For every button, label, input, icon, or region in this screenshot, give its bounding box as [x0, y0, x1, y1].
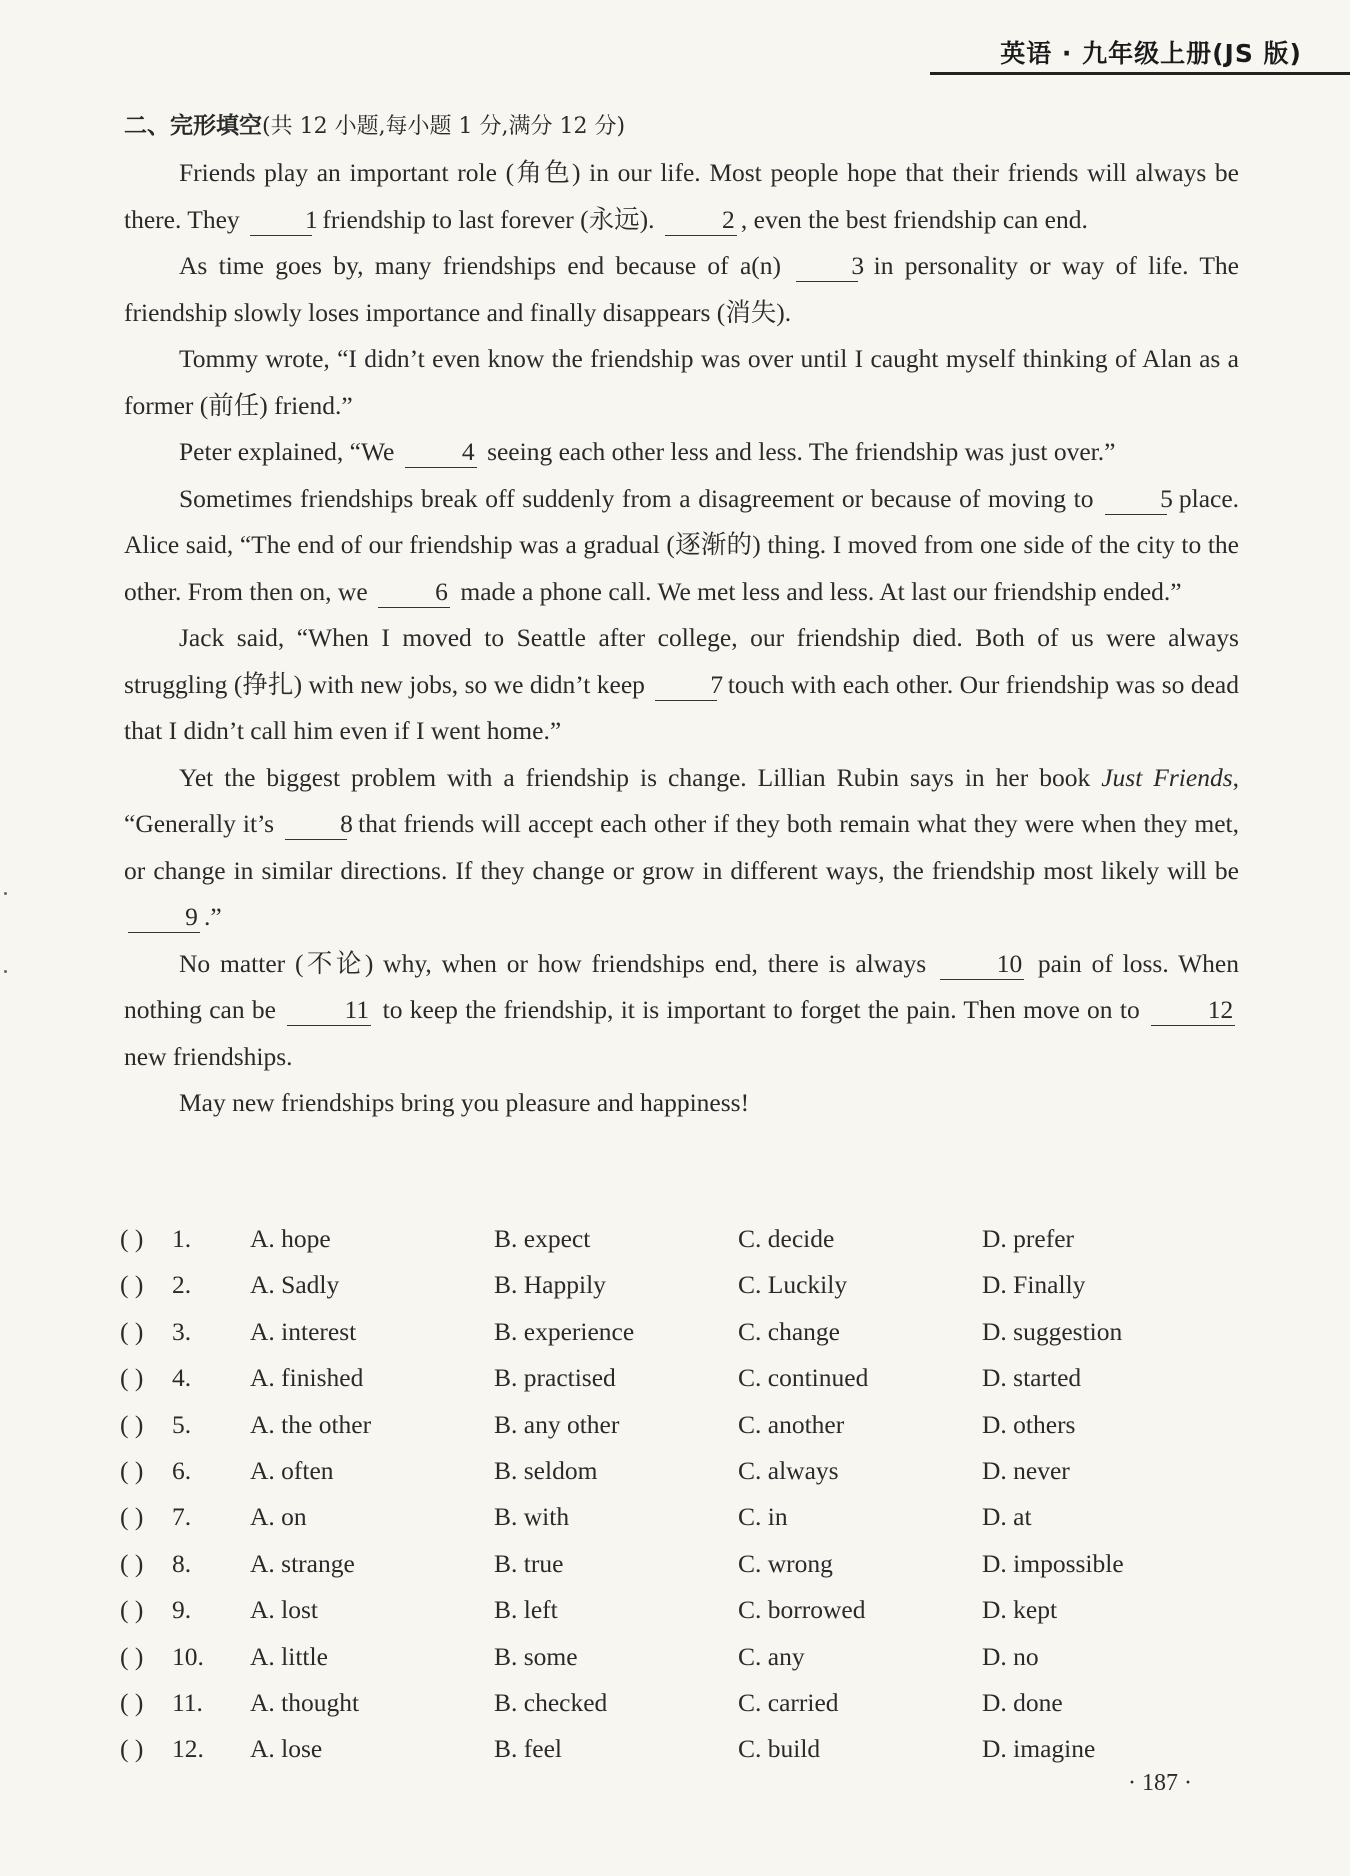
- option-a[interactable]: A. on: [250, 1502, 307, 1532]
- option-b[interactable]: B. left: [494, 1595, 558, 1625]
- answer-bracket[interactable]: ( ): [120, 1363, 144, 1393]
- option-c[interactable]: C. any: [738, 1641, 805, 1671]
- option-d[interactable]: D. never: [982, 1455, 1070, 1485]
- question-row: [120, 1494, 1230, 1540]
- blank-6[interactable]: 6: [378, 577, 450, 608]
- option-c[interactable]: C. wrong: [738, 1548, 833, 1578]
- option-d[interactable]: D. Finally: [982, 1270, 1086, 1300]
- option-c[interactable]: C. change: [738, 1316, 840, 1346]
- blank-12[interactable]: 12: [1151, 995, 1235, 1026]
- question-number: 5.: [172, 1409, 192, 1439]
- option-d[interactable]: D. impossible: [982, 1548, 1124, 1578]
- answer-bracket[interactable]: ( ): [120, 1502, 144, 1532]
- book-title-italic: Just Friends: [1101, 762, 1233, 792]
- blank-4[interactable]: 4: [405, 437, 477, 468]
- option-b[interactable]: B. some: [494, 1641, 578, 1671]
- blank-2[interactable]: 2: [665, 205, 737, 236]
- paragraph: May new friendships bring you pleasure and happiness!: [179, 1088, 750, 1117]
- question-number: 6.: [172, 1455, 192, 1485]
- answer-options: [120, 1216, 1230, 1773]
- option-c[interactable]: C. Luckily: [738, 1270, 848, 1300]
- answer-bracket[interactable]: ( ): [120, 1224, 144, 1253]
- answer-bracket[interactable]: ( ): [120, 1641, 144, 1671]
- question-number: 8.: [172, 1548, 192, 1578]
- option-d[interactable]: D. at: [982, 1502, 1032, 1532]
- option-a[interactable]: A. lose: [250, 1734, 323, 1764]
- option-d[interactable]: D. imagine: [982, 1734, 1096, 1764]
- option-a[interactable]: A. interest: [250, 1316, 357, 1346]
- question-row: [120, 1680, 1230, 1726]
- answer-bracket[interactable]: ( ): [120, 1548, 144, 1578]
- option-b[interactable]: B. seldom: [494, 1455, 598, 1485]
- paragraph: Tommy wrote, “I didn’t even know the friendship was over until I caught myself thinking of Alan as a former (前任) friend.”: [124, 344, 1239, 420]
- blank-3[interactable]: 3: [796, 251, 858, 282]
- option-b[interactable]: B. Happily: [494, 1270, 606, 1300]
- question-number: 11.: [172, 1687, 203, 1717]
- option-a[interactable]: A. thought: [250, 1687, 360, 1717]
- option-d[interactable]: D. prefer: [982, 1224, 1075, 1253]
- question-number: 7.: [172, 1502, 192, 1532]
- book-title: 英语 · 九年级上册(JS 版): [1000, 39, 1302, 68]
- cloze-section: [124, 106, 1239, 1127]
- question-number: 3.: [172, 1316, 192, 1346]
- option-c[interactable]: C. continued: [738, 1363, 869, 1393]
- option-b[interactable]: B. true: [494, 1548, 564, 1578]
- question-row: [120, 1355, 1230, 1401]
- option-c[interactable]: C. another: [738, 1409, 845, 1439]
- option-b[interactable]: B. with: [494, 1502, 570, 1532]
- option-a[interactable]: A. finished: [250, 1363, 364, 1393]
- option-c[interactable]: C. borrowed: [738, 1595, 866, 1625]
- option-c[interactable]: C. carried: [738, 1687, 839, 1717]
- header-rule: [930, 72, 1350, 75]
- paragraph: Jack said, “When I moved to Seattle after college, our friendship died. Both of us were always struggling (挣扎) with new jobs, so we didn’t keep 7 touch with each other. Our friendship was so dead that I didn’t call him even if I went home.”: [124, 623, 1239, 745]
- answer-bracket[interactable]: ( ): [120, 1409, 144, 1439]
- question-number: 4.: [172, 1363, 192, 1393]
- paragraph: Peter explained, “We 4 seeing each other less and less. The friendship was just over.”: [179, 437, 1116, 466]
- blank-8[interactable]: 8: [285, 809, 347, 840]
- question-row: [120, 1726, 1230, 1772]
- question-row: [120, 1634, 1230, 1680]
- option-d[interactable]: D. suggestion: [982, 1316, 1123, 1346]
- answer-bracket[interactable]: ( ): [120, 1687, 144, 1717]
- blank-10[interactable]: 10: [940, 949, 1024, 980]
- option-b[interactable]: B. practised: [494, 1363, 616, 1393]
- paragraph: Friends play an important role (角色) in our life. Most people hope that their friends will always be there. They 1 friendship to last forever (永远). 2 , even the best friendship can end.: [124, 158, 1239, 234]
- option-a[interactable]: A. little: [250, 1641, 328, 1671]
- paragraph: Yet the biggest problem with a friendship is change. Lillian Rubin says in her book Just Friends, “Generally it’s 8 that friends will accept each other if they both remain what they were when they met, or change in similar directions. If they change or grow in different ways, the friendship most likely will be 9 .”: [124, 762, 1240, 931]
- question-row: [120, 1448, 1230, 1494]
- question-row: [120, 1216, 1230, 1262]
- page-number: · 187 ·: [1128, 1770, 1192, 1796]
- paragraph: Sometimes friendships break off suddenly from a disagreement or because of moving to 5 place. Alice said, “The end of our friendship was a gradual (逐渐的) thing. I moved from one side of the city to the other. From then on, we 6 made a phone call. We met less and less. At last our friendship ended.”: [124, 483, 1240, 606]
- option-a[interactable]: A. strange: [250, 1548, 355, 1578]
- question-row: [120, 1262, 1230, 1308]
- option-d[interactable]: D. started: [982, 1363, 1082, 1393]
- option-b[interactable]: B. experience: [494, 1316, 635, 1346]
- blank-1[interactable]: 1: [250, 205, 312, 236]
- answer-bracket[interactable]: ( ): [120, 1316, 144, 1346]
- option-c[interactable]: C. in: [738, 1502, 788, 1532]
- option-b[interactable]: B. feel: [494, 1734, 562, 1764]
- option-d[interactable]: D. done: [982, 1687, 1063, 1717]
- option-d[interactable]: D. kept: [982, 1595, 1058, 1625]
- section-title: 二、完形填空(共 12 小题,每小题 1 分,满分 12 分): [124, 113, 626, 139]
- answer-bracket[interactable]: ( ): [120, 1270, 144, 1300]
- option-c[interactable]: C. decide: [738, 1224, 835, 1253]
- question-row: [120, 1309, 1230, 1355]
- question-number: 12.: [172, 1734, 204, 1764]
- question-row: [120, 1587, 1230, 1633]
- question-number: 9.: [172, 1595, 192, 1625]
- option-d[interactable]: D. no: [982, 1641, 1039, 1671]
- question-row: [120, 1402, 1230, 1448]
- blank-9[interactable]: 9: [128, 902, 200, 933]
- option-b[interactable]: B. any other: [494, 1409, 620, 1439]
- option-c[interactable]: C. always: [738, 1455, 839, 1485]
- question-row: [120, 1541, 1230, 1587]
- paragraph: No matter (不论) why, when or how friendships end, there is always 10 pain of loss. When nothing can be 11 to keep the friendship, it is important to forget the pain. Then move on to 12 new friendships.: [124, 948, 1239, 1071]
- question-number: 1.: [172, 1224, 192, 1253]
- option-a[interactable]: A. lost: [250, 1595, 319, 1625]
- blank-11[interactable]: 11: [287, 995, 371, 1026]
- blank-7[interactable]: 7: [655, 670, 717, 701]
- option-a[interactable]: A. Sadly: [250, 1270, 340, 1300]
- question-number: 2.: [172, 1270, 192, 1300]
- option-c[interactable]: C. build: [738, 1734, 821, 1764]
- answer-bracket[interactable]: ( ): [120, 1734, 144, 1764]
- option-d[interactable]: D. others: [982, 1409, 1076, 1439]
- answer-bracket[interactable]: ( ): [120, 1595, 144, 1625]
- margin-dot: [4, 970, 7, 973]
- paragraph: As time goes by, many friendships end because of a(n) 3 in personality or way of life. The friendship slowly loses importance and finally disappears (消失).: [124, 251, 1239, 327]
- option-a[interactable]: A. the other: [250, 1409, 372, 1439]
- option-a[interactable]: A. often: [250, 1455, 334, 1485]
- answer-bracket[interactable]: ( ): [120, 1455, 144, 1485]
- question-number: 10.: [172, 1641, 204, 1671]
- option-b[interactable]: B. expect: [494, 1224, 591, 1253]
- option-a[interactable]: A. hope: [250, 1224, 331, 1253]
- page-header: [0, 0, 1350, 74]
- blank-5[interactable]: 5: [1105, 484, 1167, 515]
- option-b[interactable]: B. checked: [494, 1687, 608, 1717]
- margin-dot: [4, 892, 7, 895]
